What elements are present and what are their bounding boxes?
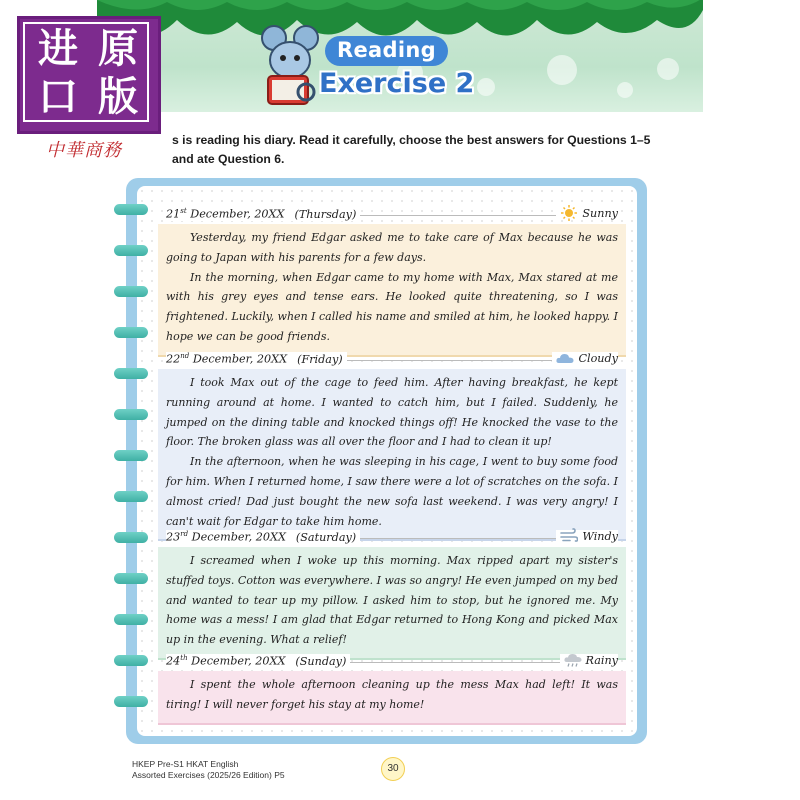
- instruction-text: s is reading his diary. Read it carefully, choose the best answers for Questions 1–5 and ate Question 6.: [172, 133, 651, 166]
- entry-weather: Sunny: [556, 207, 618, 220]
- diary-entry: [158, 651, 626, 725]
- entry-date: 24th December, 20XX (Sunday): [166, 654, 350, 668]
- entry-header: [158, 527, 626, 547]
- logo-char: 版: [98, 73, 138, 120]
- diary-entry: [158, 204, 626, 357]
- binder-ring: [114, 327, 148, 338]
- footer-line: HKEP Pre-S1 HKAT English: [132, 759, 239, 769]
- wind-icon: [560, 528, 578, 544]
- entry-body: [158, 671, 626, 725]
- sun-icon: [560, 205, 578, 221]
- entry-weekday: (Thursday): [294, 207, 357, 221]
- footer-line: Assorted Exercises (2025/26 Edition) P5: [132, 770, 285, 780]
- entry-header: [158, 651, 626, 671]
- binder-ring: [114, 245, 148, 256]
- header-banner: [97, 0, 703, 112]
- curtain-decoration: [97, 0, 703, 40]
- binder-ring: [114, 450, 148, 461]
- cloud-icon: [556, 350, 574, 366]
- bokeh-dot: [547, 55, 577, 85]
- binder-ring: [114, 204, 148, 215]
- entry-body: [158, 369, 626, 541]
- entry-date: 22nd December, 20XX (Friday): [166, 352, 347, 366]
- binder-ring: [114, 491, 148, 502]
- binder-ring: [114, 286, 148, 297]
- binder-ring: [114, 532, 148, 543]
- diary-entry: [158, 349, 626, 541]
- footer: [132, 759, 285, 781]
- mouse-mascot-icon: [260, 22, 320, 108]
- entry-weekday: (Sunday): [295, 654, 347, 668]
- entry-paragraph: In the morning, when Edgar came to my home with Max, Max stared at me with his grey eyes and tense ears. He looked quite threatening, so I was frightened. Luckily, when I called his name and smiled at him, he looked happy. I hope we can be good friends.: [166, 270, 618, 343]
- page-title: Exercise 2: [319, 68, 475, 99]
- binder-ring: [114, 696, 148, 707]
- entry-weather: Windy: [556, 530, 618, 543]
- rain-cloud-icon: [564, 652, 582, 668]
- binder-ring: [114, 614, 148, 625]
- bokeh-dot: [477, 78, 495, 96]
- entry-weather: Cloudy: [552, 352, 618, 365]
- entry-header: [158, 349, 626, 369]
- binder-ring: [114, 655, 148, 666]
- entry-weekday: (Friday): [297, 352, 343, 366]
- entry-paragraph: In the afternoon, when he was sleeping in his cage, I went to buy some food for him. When I returned home, I saw there were a lot of scratches on the sofa. I almost cried! Dad just bought the new sofa last weekend. I was very angry! I can't wait for Edgar to take him home.: [166, 455, 618, 528]
- page-number: 30: [381, 757, 405, 781]
- entry-body: [158, 224, 626, 357]
- entry-header: [158, 204, 626, 224]
- entry-paragraph: I took Max out of the cage to feed him. After having breakfast, he kept running around at home. I wanted to catch him, but I failed. Suddenly, he jumped on the dining table and knocked things off! He knocked the vase to the floor. The broken glass was all over the floor and I had to clean it up!: [166, 376, 618, 449]
- publisher-logo: [17, 16, 161, 134]
- bokeh-dot: [617, 82, 633, 98]
- entry-paragraph: I spent the whole afternoon cleaning up the mess Max had left! It was tiring! I will never forget his stay at my home!: [166, 678, 618, 711]
- diary-entry: [158, 527, 626, 660]
- entry-paragraph: Yesterday, my friend Edgar asked me to take care of Max because he was going to Japan with his parents for a few days.: [166, 231, 618, 264]
- binder-ring: [114, 368, 148, 379]
- publisher-name: 中華商務: [46, 140, 122, 161]
- entry-body: [158, 547, 626, 660]
- logo-char: 进: [38, 25, 78, 72]
- reading-label: Reading: [325, 36, 448, 66]
- entry-weekday: (Saturday): [295, 530, 357, 544]
- bokeh-dot: [657, 58, 679, 80]
- logo-char: 原: [98, 25, 138, 72]
- entry-paragraph: I screamed when I woke up this morning. Max ripped apart my sister's stuffed toys. Cotton was everywhere. I was so angry! He even jumped on my bed and wanted to tear up my pillow. I asked him to stop, but he ignored me. My home was a mess! I am glad that Edgar returned to Hong Kong and picked Max up in the evening. What a relief!: [166, 554, 618, 647]
- logo-char: 口: [38, 73, 78, 120]
- binder-ring: [114, 409, 148, 420]
- entry-date: 23rd December, 20XX (Saturday): [166, 530, 360, 544]
- binder-ring: [114, 573, 148, 584]
- entry-weather: Rainy: [560, 654, 618, 667]
- entry-date: 21st December, 20XX (Thursday): [166, 207, 360, 221]
